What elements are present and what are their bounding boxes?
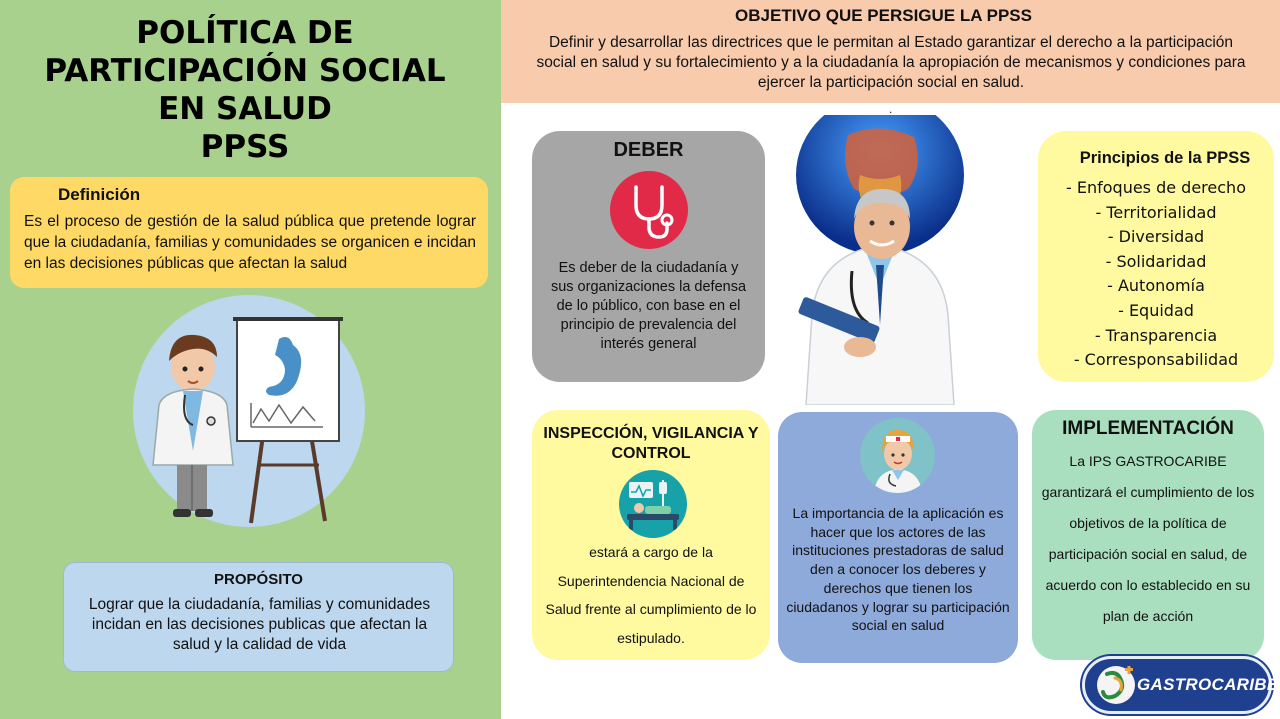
stomach-chart-illustration: [133, 295, 365, 527]
principle-item: - Diversidad: [1107, 227, 1205, 247]
inspection-title: INSPECCIÓN, VIGILANCIA Y CONTROL: [543, 425, 759, 462]
inspection-box: [532, 410, 770, 660]
principle-item: - Corresponsabilidad: [1073, 350, 1239, 370]
purpose-title: PROPÓSITO: [214, 571, 303, 588]
left-panel: [0, 0, 501, 719]
implementation-box: [1032, 410, 1264, 660]
main-title-line: EN SALUD: [158, 91, 332, 127]
purpose-box: [63, 562, 454, 672]
logo-emblem-icon: [1097, 666, 1135, 704]
implementation-title: IMPLEMENTACIÓN: [1062, 418, 1234, 439]
principles-box: [1038, 131, 1274, 382]
definition-title: Definición: [58, 185, 141, 204]
principles-list: [1038, 176, 1274, 373]
definition-text: Es el proceso de gestión de la salud pública que pretende lograr que la ciudadanía, familias y comunidades se organicen e incidan en las decisiones públicas que afectan la salud: [24, 213, 476, 272]
deber-box: [532, 131, 765, 382]
importance-text: La importancia de la aplicación es hacer que los actores de las instituciones prestadoras de salud den a conocer los deberes y derechos que tienen los ciudadanos y lograr su participación social en salud: [786, 505, 1010, 634]
principles-title: Principios de la PPSS: [1079, 149, 1251, 167]
main-title: [0, 14, 490, 166]
objective-bar: [501, 0, 1280, 103]
logo-text: GASTROCARIBE: [1137, 675, 1279, 694]
deber-title: DEBER: [613, 139, 684, 161]
principle-item: - Enfoques de derecho: [1066, 178, 1246, 197]
main-title-line: PARTICIPACIÓN SOCIAL: [44, 53, 446, 89]
implementation-text: La IPS GASTROCARIBE garantizará el cumplimiento de los objetivos de la política de participación social en salud, de acuerdo con lo establecido en su plan de acción: [1041, 453, 1255, 624]
principle-item: - Transparencia: [1094, 325, 1218, 345]
doctor-chart-illustration: [133, 295, 365, 527]
principle-item: - Autonomía: [1107, 276, 1205, 296]
definition-box: [10, 177, 488, 288]
stray-dot: .: [889, 102, 893, 116]
principle-item: - Equidad: [1118, 300, 1194, 320]
objective-text: Definir y desarrollar las directrices que le permitan al Estado garantizar el derecho a la participación social en salud y su fortalecimiento y a la ciudadanía la apropiación de mecanismos y condiciones para ejercer la participación social en salud.: [536, 34, 1246, 91]
principle-item: - Territorialidad: [1095, 202, 1217, 222]
deber-text: Es deber de la ciudadanía y sus organizaciones la defensa de lo público, con base en el principio de prevalencia del interés general: [550, 260, 747, 352]
main-title-line: POLÍTICA DE: [136, 15, 354, 51]
inspection-text: estará a cargo de la Superintendencia Nacional de Salud frente al cumplimiento de lo estipulado.: [545, 544, 757, 646]
gastrocaribe-logo: [1082, 656, 1279, 714]
hospital-bed-icon: [619, 470, 687, 538]
importance-box: [778, 412, 1018, 663]
objective-title: OBJETIVO QUE PERSIGUE LA PPSS: [735, 6, 1032, 25]
purpose-text: Lograr que la ciudadanía, familias y comunidades incidan en las decisiones publicas que afectan la salud y la calidad de vida: [88, 596, 431, 653]
stethoscope-icon: [610, 171, 688, 249]
nurse-icon: [860, 418, 935, 493]
main-title-line: PPSS: [200, 129, 290, 165]
doctor-illustration: [790, 115, 970, 405]
principle-item: - Solidaridad: [1105, 251, 1207, 271]
